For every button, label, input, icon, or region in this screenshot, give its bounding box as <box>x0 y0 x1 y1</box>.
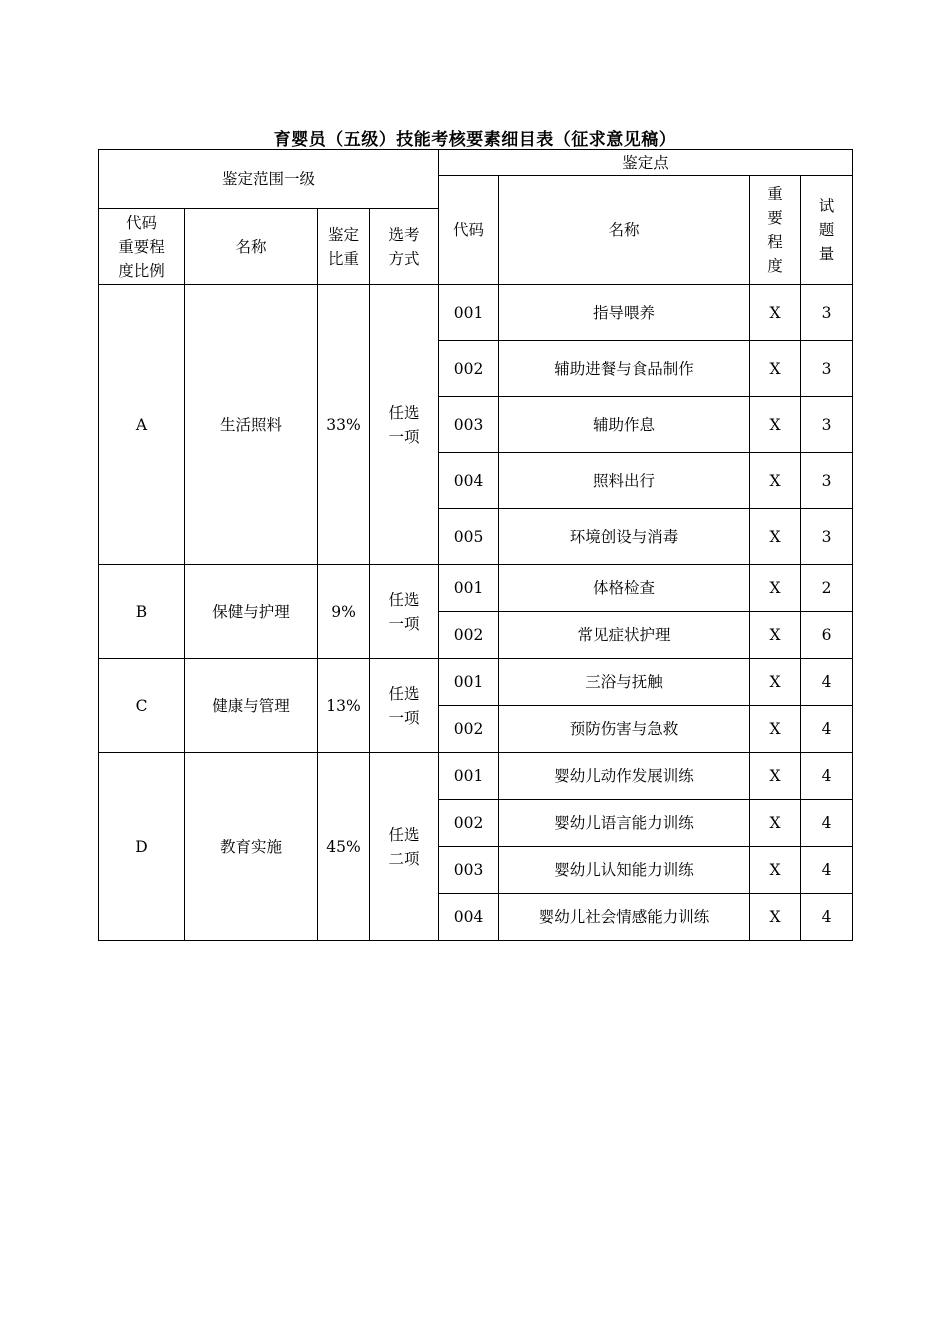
point-name: 指导喂养 <box>499 285 750 341</box>
point-code: 001 <box>439 659 499 706</box>
point-quantity: 4 <box>801 659 853 706</box>
point-name: 婴幼儿动作发展训练 <box>499 753 750 800</box>
point-name: 照料出行 <box>499 453 750 509</box>
group-code: D <box>99 753 185 941</box>
point-name: 常见症状护理 <box>499 612 750 659</box>
point-importance: X <box>750 341 801 397</box>
point-importance: X <box>750 753 801 800</box>
point-importance: X <box>750 847 801 894</box>
header-name: 名称 <box>185 209 318 285</box>
point-code: 002 <box>439 706 499 753</box>
group-code: A <box>99 285 185 565</box>
point-quantity: 3 <box>801 397 853 453</box>
point-quantity: 3 <box>801 285 853 341</box>
point-name: 体格检查 <box>499 565 750 612</box>
point-code: 003 <box>439 397 499 453</box>
group-selection: 任选 一项 <box>370 659 439 753</box>
group-code: B <box>99 565 185 659</box>
group-selection: 任选 一项 <box>370 565 439 659</box>
point-quantity: 4 <box>801 706 853 753</box>
point-code: 004 <box>439 453 499 509</box>
point-name: 婴幼儿认知能力训练 <box>499 847 750 894</box>
assessment-table <box>98 149 853 941</box>
table-row <box>99 565 853 612</box>
point-importance: X <box>750 565 801 612</box>
point-importance: X <box>750 659 801 706</box>
point-name: 婴幼儿社会情感能力训练 <box>499 894 750 941</box>
group-code: C <box>99 659 185 753</box>
point-quantity: 2 <box>801 565 853 612</box>
group-name: 教育实施 <box>185 753 318 941</box>
group-name: 保健与护理 <box>185 565 318 659</box>
table-row <box>99 753 853 800</box>
point-code: 002 <box>439 612 499 659</box>
header-weight: 鉴定 比重 <box>318 209 370 285</box>
point-name: 婴幼儿语言能力训练 <box>499 800 750 847</box>
group-selection: 任选 二项 <box>370 753 439 941</box>
table-row <box>99 659 853 706</box>
header-point-code: 代码 <box>439 176 499 285</box>
point-importance: X <box>750 894 801 941</box>
group-name: 生活照料 <box>185 285 318 565</box>
group-weight: 33% <box>318 285 370 565</box>
point-importance: X <box>750 397 801 453</box>
point-importance: X <box>750 509 801 565</box>
point-quantity: 3 <box>801 453 853 509</box>
point-quantity: 3 <box>801 509 853 565</box>
point-quantity: 4 <box>801 847 853 894</box>
group-selection: 任选 一项 <box>370 285 439 565</box>
point-name: 预防伤害与急救 <box>499 706 750 753</box>
point-name: 辅助作息 <box>499 397 750 453</box>
group-weight: 13% <box>318 659 370 753</box>
header-points: 鉴定点 <box>439 150 853 176</box>
point-code: 004 <box>439 894 499 941</box>
point-quantity: 3 <box>801 341 853 397</box>
point-importance: X <box>750 800 801 847</box>
point-name: 环境创设与消毒 <box>499 509 750 565</box>
point-code: 005 <box>439 509 499 565</box>
point-code: 002 <box>439 341 499 397</box>
header-quantity: 试 题 量 <box>801 176 853 285</box>
point-code: 002 <box>439 800 499 847</box>
point-importance: X <box>750 285 801 341</box>
point-quantity: 4 <box>801 753 853 800</box>
point-importance: X <box>750 612 801 659</box>
point-quantity: 6 <box>801 612 853 659</box>
header-point-name: 名称 <box>499 176 750 285</box>
group-weight: 9% <box>318 565 370 659</box>
header-code-importance: 代码 重要程 度比例 <box>99 209 185 285</box>
point-code: 003 <box>439 847 499 894</box>
point-importance: X <box>750 706 801 753</box>
point-importance: X <box>750 453 801 509</box>
header-range-level1: 鉴定范围一级 <box>99 150 439 209</box>
table-row <box>99 285 853 341</box>
point-name: 三浴与抚触 <box>499 659 750 706</box>
header-importance: 重 要 程 度 <box>750 176 801 285</box>
point-code: 001 <box>439 753 499 800</box>
header-selection: 选考 方式 <box>370 209 439 285</box>
point-code: 001 <box>439 285 499 341</box>
point-name: 辅助进餐与食品制作 <box>499 341 750 397</box>
group-name: 健康与管理 <box>185 659 318 753</box>
group-weight: 45% <box>318 753 370 941</box>
point-quantity: 4 <box>801 800 853 847</box>
point-quantity: 4 <box>801 894 853 941</box>
document-title: 育婴员（五级）技能考核要素细目表（征求意见稿） <box>273 130 677 150</box>
point-code: 001 <box>439 565 499 612</box>
